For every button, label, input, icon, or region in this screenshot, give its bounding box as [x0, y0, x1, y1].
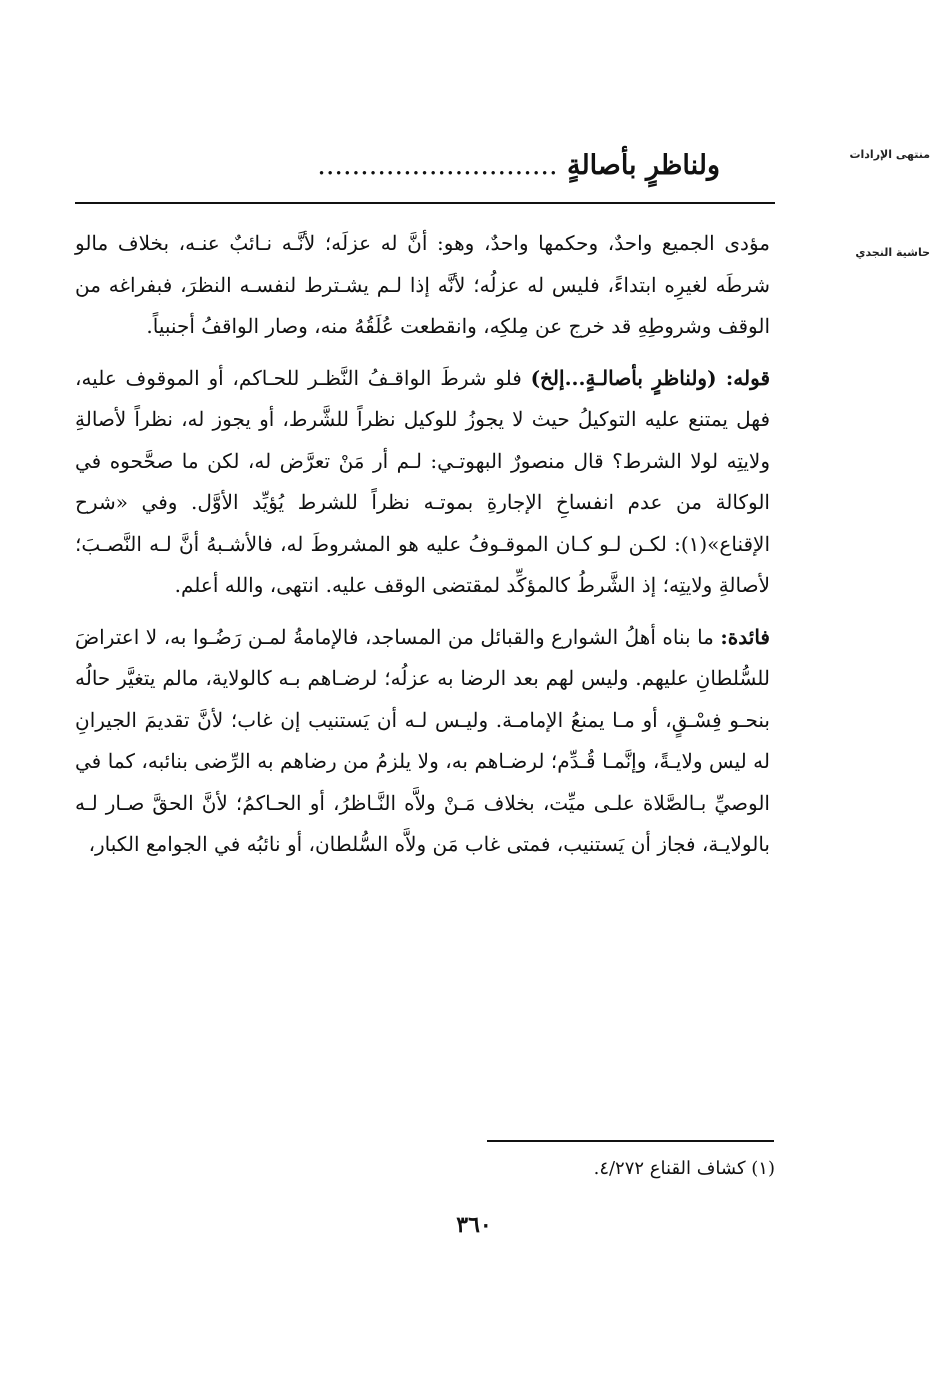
- paragraph-2: [75, 358, 770, 607]
- page-number: ٣٦٠: [456, 1212, 492, 1238]
- paragraph-3-lead: فائدة:: [720, 624, 770, 649]
- paragraph-3-body: ما بناه أهلُ الشوارع والقبائل من المساجد، فالإمامةُ لمـن رَضُـوا به، لا اعتراضَ للسُّلطانِ عليهم. وليس لهم بعد الرضا به عزلُه؛ لرضـاهم بـه كالولاية، مالم يتغيَّر حالُه بنحـو فِسْـقٍ، أو مـا يمنعُ الإمامـة. وليـس لـه أن يَستنيب إن غاب؛ لأنَّ تقديمَ الجيرانِ له ليس ولايـةً، وإنَّمـا قُـدِّم؛ لرضـاهم به، ولا يلزمُ من رضاهم به الرِّضى بنائبه، كما في الوصيِّ بـالصَّلاة علـى ميِّت، بخلاف مَـنْ ولاَّه النَّـاظرُ، أو الحـاكمُ؛ لأنَّ الحقَّ صـار لـه بالولايـة، فجاز أن يَستنيب، فمتى غاب مَن ولاَّه السُّلطان، أو نائبُه في الجوامع الكبار،: [75, 624, 770, 856]
- commentary-title-side-label: حاشية النجدي: [855, 246, 930, 259]
- paragraph-1: مؤدى الجميع واحدٌ، وحكمها واحدٌ، وهو: أنَّ له عزلَه؛ لأنَّـه نـائبٌ عنـه، بخلاف مالو شرطَه لغيرِه ابتداءً، فليس له عزلُه؛ لأنَّه إذا لـم يشـترط لنفسـه النظرَ، فبفراغه من الوقف وشروطِهِ قد خرج عن مِلكِه، وانقطعت عُلَقُهُ منه، وصار الواقفُ أجنبياً.: [75, 231, 770, 338]
- header-title-text: ولناظرٍ بأصالةٍ: [566, 150, 720, 181]
- footnote-rule: [487, 1140, 774, 1142]
- footnote: (١) كشاف القناع ٤/٢٧٢.: [593, 1158, 775, 1179]
- paragraph-2-body: فلو شرطَ الواقـفُ النَّظـر للحـاكم، أو الموقوف عليه، فهل يمتنع عليه التوكيلُ حيث لا يجوزُ للوكيل نظراً للشَّرط، أو يجوز له، نظراً لأصالةِ ولايتِه لولا الشرط؟ قال منصورٌ البهوتـي: لـم أر مَنْ تعرَّض له، لكن ما صحَّحوه في الوكالة من عدم انفساخِ الإجارةِ بموتـه نظراً للشرط يُؤيِّد الأوَّل. وفي «شرح الإقناع»(١): لكـن لـو كـان الموقـوفُ عليه هو المشروطَ له، فالأشـبهُ أنَّ لـه النَّصـبَ؛ لأصالةِ ولايتِه؛ إذ الشَّرطُ كالمؤكِّد لمقتضى الوقف عليه. انتهى، والله أعلم.: [75, 365, 770, 597]
- header-dots: ............................: [317, 150, 558, 181]
- paragraph-3: [75, 617, 770, 866]
- header-rule: [75, 202, 775, 204]
- paragraph-2-lead: قوله: (ولناظرٍ بأصالـةٍ...إلخ): [530, 365, 771, 390]
- running-header: [90, 150, 720, 181]
- main-text: [75, 223, 770, 876]
- book-title-side-label: منتهى الإرادات: [849, 148, 930, 161]
